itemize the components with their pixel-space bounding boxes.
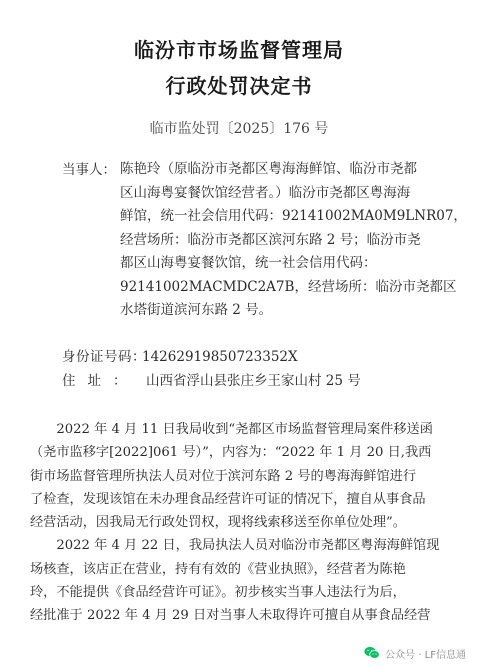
address-label: 住址： xyxy=(62,373,139,389)
party-line: 经营场所：临汾市尧都区滨河东路 2 号；临汾市尧 xyxy=(120,231,421,248)
body-line: 街市场监督管理所执法人员对位于滨河东路 2 号的粤海海鲜馆进行 xyxy=(30,468,417,484)
agency-title: 临汾市市场监督管理局 xyxy=(134,38,344,62)
body-line: 玲，不能提供《食品经营许可证》。初步核实当事人违法行为后， xyxy=(30,585,406,601)
body-line: （尧市监移字[2022]061 号）”，内容为：“2022 年 1 月 20 日,我西 xyxy=(30,445,432,461)
id-number-row xyxy=(62,345,298,365)
party-line: 鲜馆，统一社会信用代码：92141002MA0M9LNR07， xyxy=(120,208,467,224)
party-line: 区山海粤宴餐饮馆经营者。）临汾市尧都区粤海海 xyxy=(120,184,411,201)
body-line: 经营活动，因我局无行政处罚权，现将线索移送至你单位处理”。 xyxy=(30,515,406,531)
document-title: 行政处罚决定书 xyxy=(165,74,313,98)
party-line: 都区山海粤宴餐饮馆，统一社会信用代码： xyxy=(120,255,377,271)
address-row xyxy=(62,369,361,389)
wechat-icon xyxy=(364,646,380,660)
footer-text: 公众号 · LF信息通 xyxy=(385,649,466,661)
body-line: 经批准于 2022 年 4 月 29 日对当事人未取得许可擅自从事食品经营 xyxy=(30,608,431,624)
party-label: 当事人： xyxy=(62,162,116,178)
id-number-label: 身份证号码： xyxy=(62,349,146,365)
body-line: 2022 年 4 月 11 日我局收到“尧都区市场监督管理局案件移送函 xyxy=(30,422,433,437)
address-value: 山西省浮山县张庄乡王家山村 25 号 xyxy=(146,373,361,389)
id-number-value: 14262919850723352X xyxy=(142,349,298,365)
party-details xyxy=(120,158,470,323)
document-number: 临市监处罚〔2025〕176 号 xyxy=(149,121,329,137)
body-line: 场核查，该店正在营业，持有有效的《营业执照》，经营者为陈艳 xyxy=(30,561,406,577)
wechat-watermark xyxy=(360,644,470,662)
body-line: 2022 年 4 月 22 日，我局执法人员对临汾市尧都区粤海海鲜馆现 xyxy=(30,538,440,554)
party-line: 92141002MACMDC2A7B，经营场所：临汾市尧都区 xyxy=(120,278,457,295)
document-body xyxy=(30,418,456,628)
body-line: 了检查，发现该馆在未办理食品经营许可证的情况下，擅自从事食品 xyxy=(30,491,426,507)
party-line: 水塔街道滨河东路 2 号。 xyxy=(120,302,273,318)
party-line: 陈艳玲（原临汾市尧都区粤海海鲜馆、临汾市尧都 xyxy=(120,161,417,177)
